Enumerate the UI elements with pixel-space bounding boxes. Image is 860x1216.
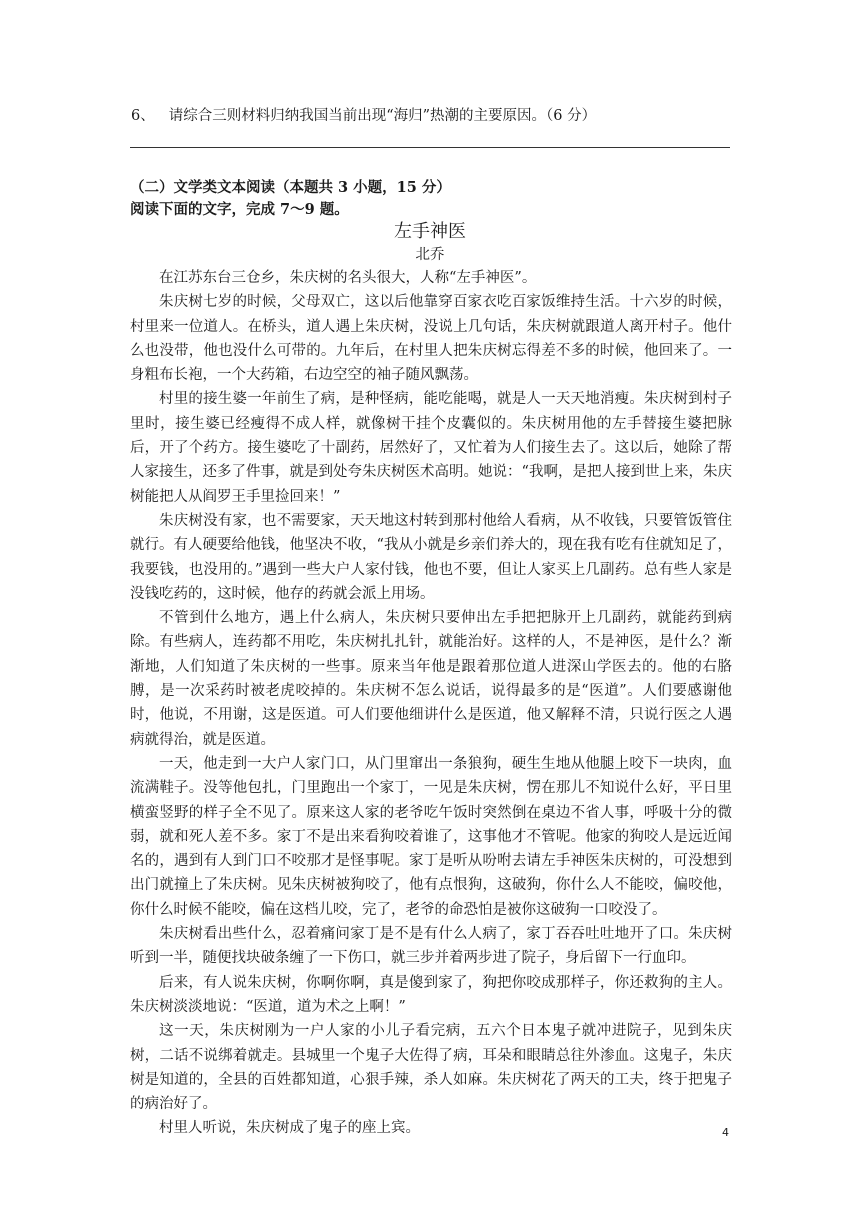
- story-paragraph: 后来，有人说朱庆树，你啊你啊，真是傻到家了，狗把你咬成那样子，你还救狗的主人。朱庆树淡淡地说：“医道，道为术之上啊！”: [130, 974, 732, 1015]
- story-paragraph: 在江苏东台三仓乡，朱庆树的名头很大，人称“左手神医”。: [159, 270, 537, 286]
- section-instruction: 阅读下面的文字，完成 7～9 题。: [130, 201, 349, 218]
- page-number: 4: [722, 1126, 729, 1139]
- story-paragraph: 一天，他走到一大户人家门口，从门里窜出一条狼狗，硬生生地从他腿上咬下一块肉，血流满鞋子。没等他包扎，门里跑出一个家丁，一见是朱庆树，愣在那儿不知说什么好，平日里横蛮竖野的样子全不见了。原来这人家的老爷吃午饭时突然倒在桌边不省人事，呼吸十分的微弱，就和死人差不多。家丁不是出来看狗咬着谁了，这事他才不管呢。他家的狗咬人是远近闻名的，遇到有人到门口不咬那才是怪事呢。家丁是听从吩咐去请左手神医朱庆树的，可没想到出门就撞上了朱庆树。见朱庆树被狗咬了，他有点恨狗，这破狗，你什么人不能咬，偏咬他，你什么时候不能咬，偏在这档儿咬，完了，老爷的命恐怕是被你这破狗一口咬没了。: [130, 755, 732, 918]
- section-heading: （二）文学类文本阅读（本题共 3 小题，15 分）: [130, 179, 451, 196]
- question-6: [131, 106, 731, 126]
- answer-line-divider: [130, 147, 730, 148]
- story-paragraph: 村里的接生婆一年前生了病，是种怪病，能吃能喝，就是人一天天地消瘦。朱庆树到村子里时，接生婆已经瘦得不成人样，就像树干挂个皮囊似的。朱庆树用他的左手替接生婆把脉后，开了个药方。接生婆吃了十副药，居然好了，又忙着为人们接生去了。这以后，她除了帮人家接生，还多了件事，就是到处夸朱庆树医术高明。她说：“我啊，是把人接到世上来，朱庆树能把人从阎罗王手里捡回来！”: [130, 391, 732, 505]
- section-header: [130, 177, 730, 221]
- story-paragraph: 朱庆树七岁的时候，父母双亡，这以后他靠穿百家衣吃百家饭维持生活。十六岁的时候，村里来一位道人。在桥头，道人遇上朱庆树，没说上几句话，朱庆树就跟道人离开村子。他什么也没带，他也没什么可带的。九年后，在村里人把朱庆树忘得差不多的时候，他回来了。一身粗布长袍，一个大药箱，右边空空的袖子随风飘荡。: [130, 294, 732, 384]
- question-text: 请综合三则材料归纳我国当前出现“海归”热潮的主要原因。（6 分）: [168, 108, 597, 124]
- story-paragraph: 这一天，朱庆树刚为一户人家的小儿子看完病，五六个日本鬼子就冲进院子，见到朱庆树，二话不说绑着就走。县城里一个鬼子大佐得了病，耳朵和眼睛总往外渗血。这鬼子，朱庆树是知道的，全县的百姓都知道，心狠手辣，杀人如麻。朱庆树花了两天的工夫，终于把鬼子的病治好了。: [130, 1023, 732, 1113]
- story-paragraph: 村里人听说，朱庆树成了鬼子的座上宾。: [159, 1120, 420, 1137]
- story-body: [130, 266, 732, 1141]
- story-title: 左手神医: [394, 221, 466, 242]
- story-author: 北乔: [415, 247, 445, 263]
- question-number: 6、: [131, 108, 155, 124]
- story-paragraph: 不管到什么地方，遇上什么病人，朱庆树只要伸出左手把把脉开上几副药，就能药到病除。有些病人，连药都不用吃，朱庆树扎扎针，就能治好。这样的人，不是神医，是什么？渐渐地，人们知道了朱庆树的一些事。原来当年他是跟着那位道人进深山学医去的。他的右胳膊，是一次采药时被老虎咬掉的。朱庆树不怎么说话，说得最多的是“医道”。人们要感谢他时，他说，不用谢，这是医道。可人们要他细讲什么是医道，他又解释不清，只说行医之人遇病就得治，就是医道。: [130, 610, 732, 748]
- story-paragraph: 朱庆树没有家，也不需要家，天天地这村转到那村他给人看病，从不收钱，只要管饭管住就行。有人硬要给他钱，他坚决不收，“我从小就是乡亲们养大的，现在我有吃有住就知足了，我要钱，也没用的。”遇到一些大户人家付钱，他也不要，但让人家买上几副药。总有些人家是没钱吃药的，这时候，他存的药就会派上用场。: [130, 512, 732, 602]
- story-paragraph: 朱庆树看出些什么，忍着痛问家丁是不是有什么人病了，家丁吞吞吐吐地开了口。朱庆树听到一半，随便找块破条缠了一下伤口，就三步并着两步进了院子，身后留下一行血印。: [130, 926, 732, 967]
